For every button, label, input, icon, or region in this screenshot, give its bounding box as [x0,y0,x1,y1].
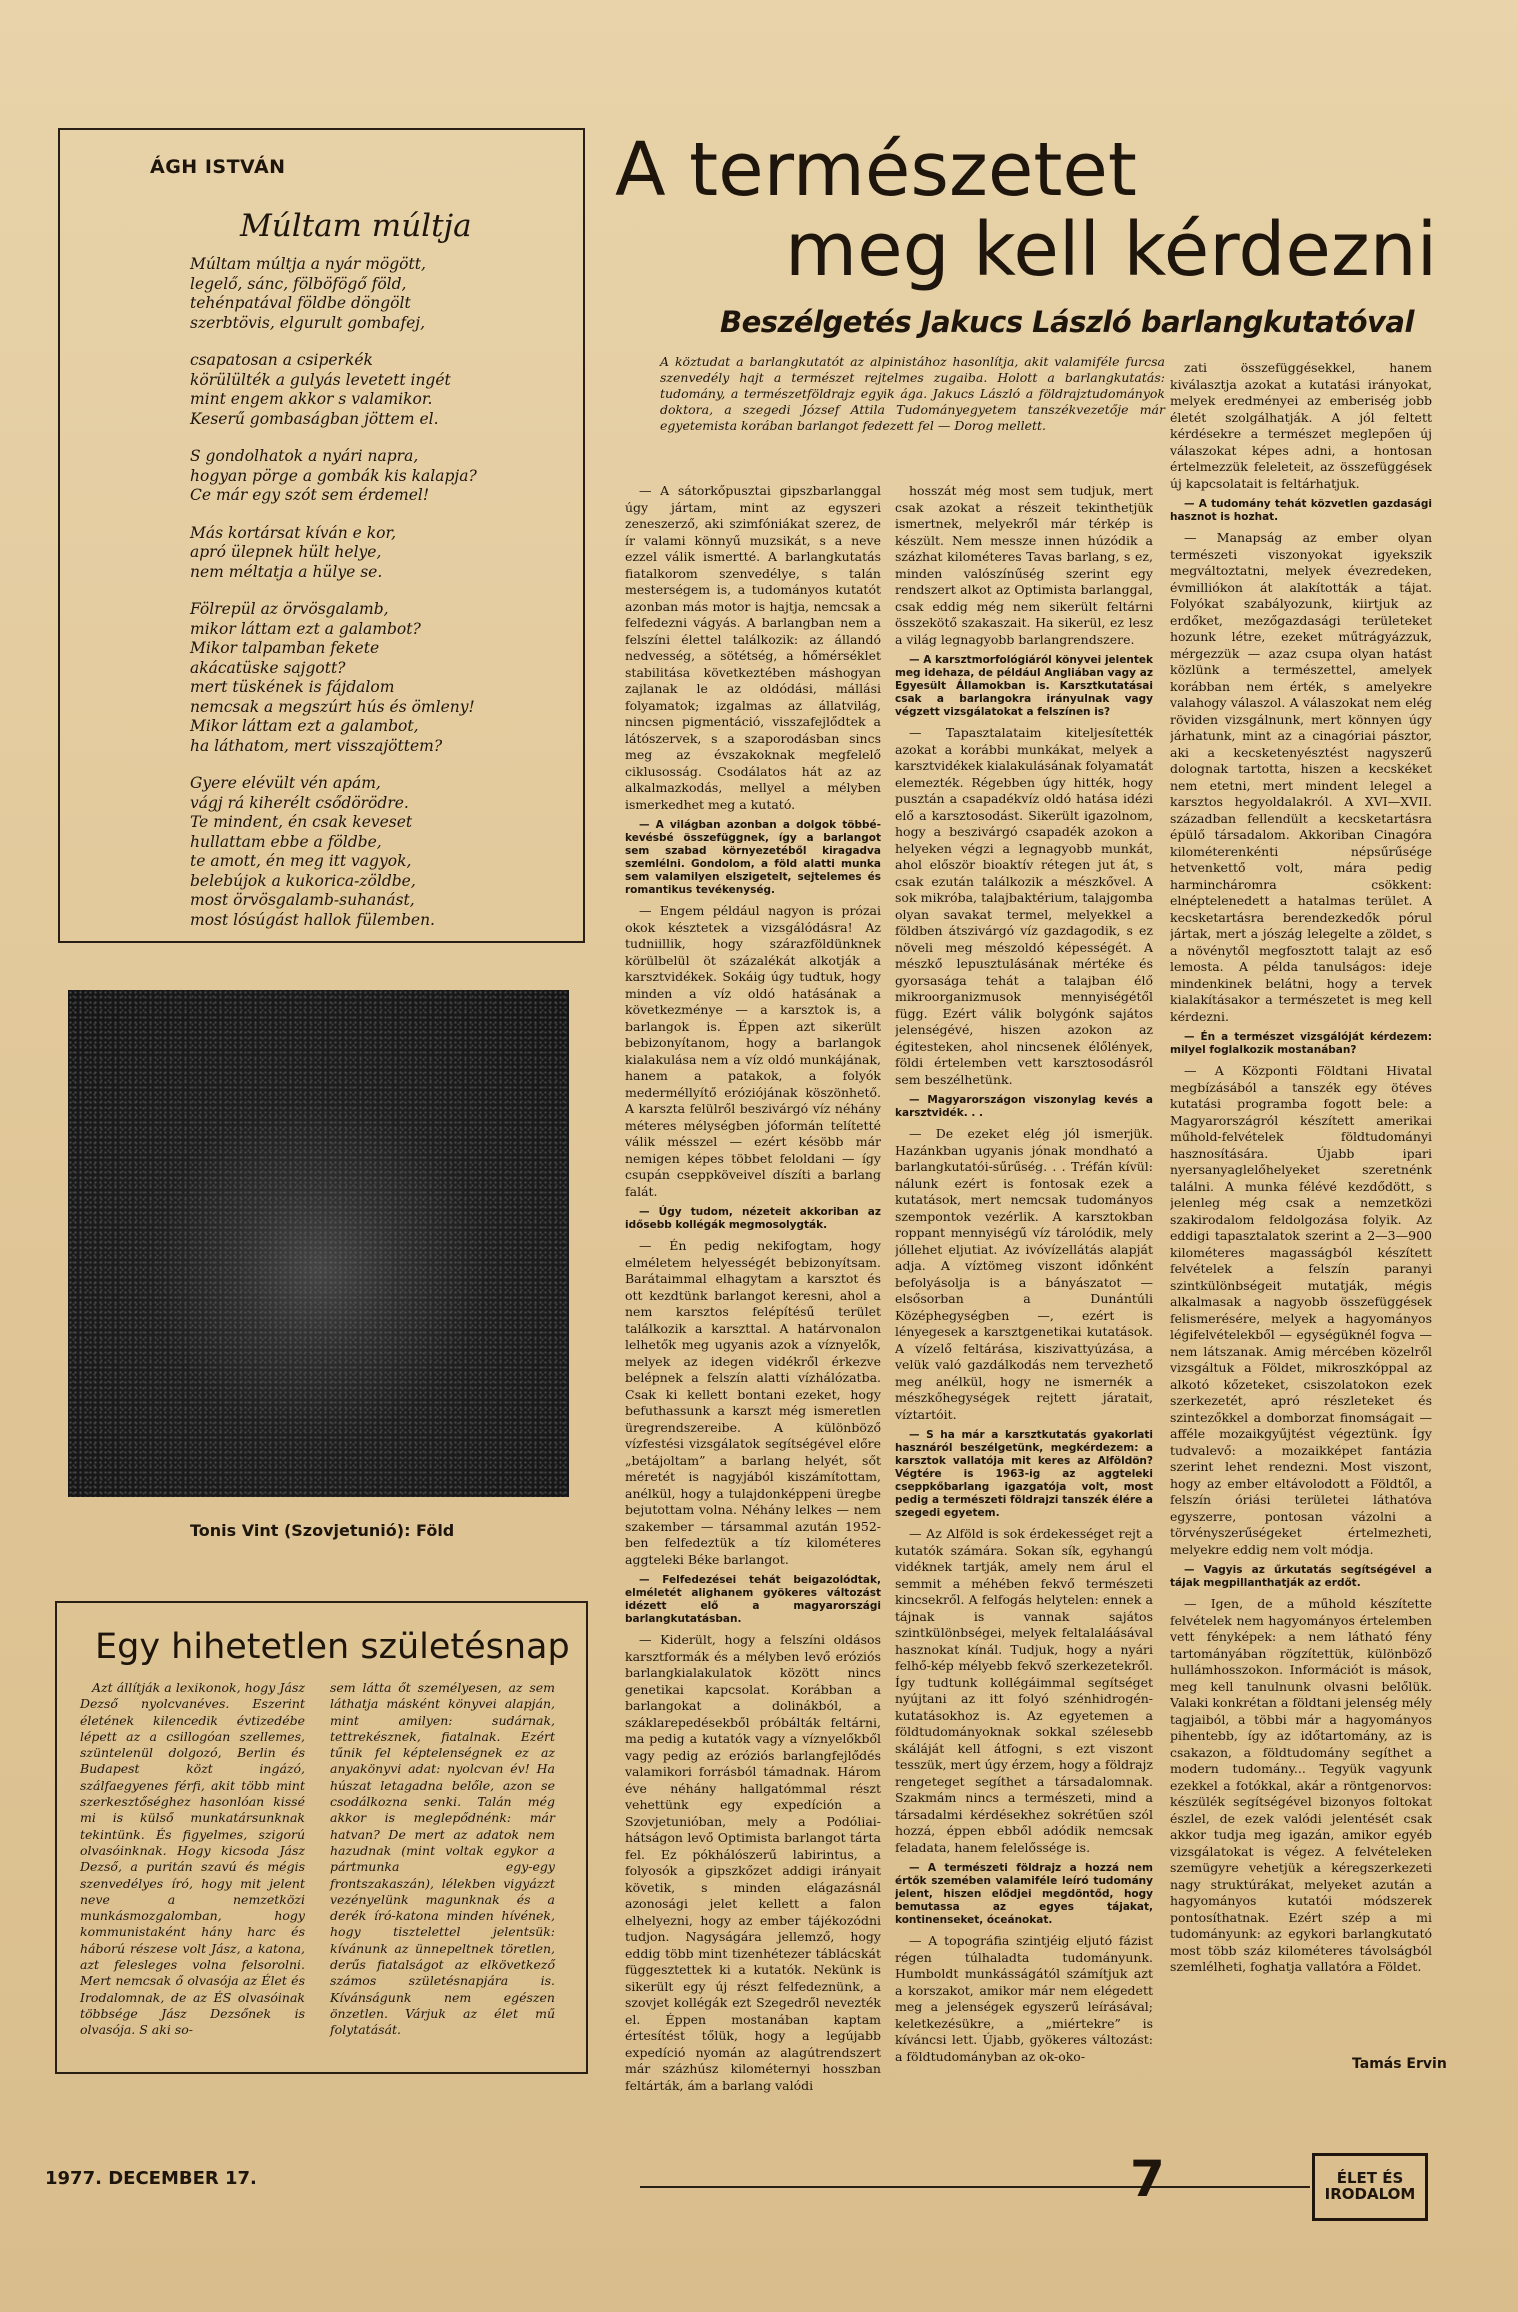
publication-logo [1312,2153,1428,2221]
poem-line: belebújok a kukorica-zöldbe, [190,871,416,890]
birthday-col-1 [80,1680,305,2039]
interview-paragraph: — A Központi Földtani Hivatal megbízásából a tanszék egy ötéves kutatási programba fogott bele: a Magyarországról készített amerikai műhold-felvételek földtudományi hasznosítására. Újabb ipari nyersanyaglelőhelyeket szeretnénk találni. A munka félévé kezdődött, s jelenleg még csak a nemzetközi szakirodalom feldolgozása folyik. Az eddigi tapasztalatok szerint a 2—3—900 kilométeres magasságból készített felvételek a felszín paranyi szintkülönbségeit mutatják, mégis alkalmasak a nagyobb összefüggések felismerésére, melyek a hagyományos légifelvételekből — egységüknél fogva — nem látszanak. Amig mércében közelről vizsgáltuk a Földet, mikroszkóppal az alkotó kőzeteket, csiszolatokon ezek szerkezetét, apró részleteket és szintezőkkel a domborzat finomságait — afféle mozaikgyűjtést végeztünk. Így tudvalevő: a mozaikképet fantázia szerint lehet rendezni. Most viszont, hogy az ember eltávolodott a Földtől, a felszín óriási területei láthatóva egyszerre, pontosan vázolni a törvényszerűségeket értelmezheti, melyekre eddig nem volt módja. [1170,1063,1432,1557]
poem-line: S gondolhatok a nyári napra, [190,447,419,465]
poem-line: Ce már egy szót sem érdemel! [190,486,430,504]
interview-question: — A természeti földrajz a hozzá nem értők szemében valamiféle leíró tudomány jelent, hiszen elődjei megdöntőd, hogy bemutassa az egyes tájakat, kontinenseket, óceánokat. [895,1862,1153,1926]
poem-stanza [190,255,570,333]
article-column-1 [625,483,881,2158]
poem-line: Mikor láttam ezt a galambot, [190,717,419,735]
interview-paragraph: — Igen, de a műhold készítette felvételek nem hagyományos értelemben vett fényképek: a nem látható fény tartományában rögzítettük, különböző hullámhosszokon. Információt is mások, meg kell tanulnunk olvasni belőlük. Valaki konkrétan a földtani jelenség mély tagjaiból, a többi már a hagyományos pihentebb, így az időtartomány, az is csakazon, a földtudomány segíthet a modern tudomány... Tegyük vagyunk ezekkel a fotókkal, akár a röntgenorvos: készülék segítségével bizonyos foltokat észlel, de ezek valódi jelentését csak akkor tudja meg igazán, amikor egyéb vizsgálatokat is végez. A felvételeken szemügyre vehetjük a kéregszerkezeti nagy struktúrákat, melyeket azután a hagyományos kutatói módszerek pontosíthatnak. Ezért szép a mi tudományunk: az egykori barlangkutató most több száz kilométeres távolságból szemlélheti, foghatja vallatóra a Földet. [1170,1596,1432,1974]
interview-question: — Magyarországon viszonylag kevés a karsztvidék. . . [895,1094,1153,1119]
interview-question: — A karsztmorfológiáról könyvei jelentek meg idehaza, de például Angliában vagy az Egyesült Államokban is. Karsztkutatásai csak a barlangokra irányulnak vagy végzett vizsgálatokat a felszínen is? [895,654,1153,718]
interview-paragraph: — Engem például nagyon is prózai okok késztetek a vizsgálódásra! Az tudniillik, hogy szárazföldünknek körülbelül öt százalékát alkotják a karsztvidékek. Sokáig úgy tudtuk, hogy minden a víz oldó hatásának a következménye — a karsztok is, a barlangok is. Éppen azt sikerült bebizonyítanom, hogy a barlangok kialakulása nem a víz oldó munkájának, hanem a patakok, a folyók mederméllyítő eróziójának köszönhető. A karszta felülről beszivárgó víz néhány méteres mélységben jóformán telítetté válik mésszel — ezért késöbb már nemigen képes többet feloldani — így csupán cseppköveivel díszíti a barlang falát. [625,903,881,1199]
poem-line: Gyere elévült vén apám, [190,774,381,792]
poem-title: Múltam múltja [240,208,472,244]
page-number: 7 [1130,2150,1165,2208]
interview-question: — Felfedezései tehát beigazolódtak, elméletét alighanem gyökeres változást idézett elő a magyarországi barlangkutatásban. [625,1574,881,1625]
poem-line: Te mindent, én csak keveset [190,813,413,831]
article-signature: Tamás Ervin [1352,2056,1447,2072]
poem-line: legelő, sánc, fölböfögő föld, [190,274,407,293]
poem-line: most lósúgást hallok fülemben. [190,910,435,929]
poem-stanza [190,351,570,429]
poem-line: mint engem akkor s valamikor. [190,390,433,408]
photo-caption: Tonis Vint (Szovjetunió): Föld [190,1521,455,1540]
poem-line: hullattam ebbe a földbe, [190,832,382,851]
birthday-text-2: sem látta őt személyesen, az sem láthatja másként könyvei alapján, mint amilyen: sudárnak, tettrekésznek, fiatalnak. Ezért tűnik fel képtelenségnek ez az anyakönyvi adat: nyolcvan év! Ha húszat letagadna belőle, azon se csodálkozna senki. Talán még akkor is meglepődnénk: már hatvan? De mert az adatok nem hazudnak (mint voltak egykor a pártmunka egy-egy frontszakaszán), lélekben vigyázzt vezényelünk magunknak és a derék író-katona minden hívének, hogy tisztelettel jelentsük: kívánunk az ünnepeltnek töretlen, derűs fiatalságot az elkövetkező számos születésnapjára is. Kívánságunk nem egészen önzetlen. Várjuk az élet mű folytatását. [330,1680,555,2038]
birthday-col-2 [330,1680,555,2039]
birthday-title: Egy hihetetlen születésnap [95,1627,570,1667]
interview-paragraph: hosszát még most sem tudjuk, mert csak azokat a részeit tekinthetjük ismertnek, melyekről már térkép is készült. Nem messze innen húzódik a százhat kilométeres Tavas barlang, s ez, minden valószínűség szerint egy rendszert alkot az Optimista barlanggal, csak eddig még nem sikerült feltárni összekötő szakaszait. Ha sikerül, ez lesz a világ legnagyobb barlangrendszere. [895,483,1153,647]
interview-paragraph: — Tapasztalataim kiteljesítették azokat a korábbi munkákat, melyek a karsztvidékek kialakulásának folyamatát elemezték. Régebben úgy hitték, hogy pusztán a csapadékvíz oldó hatása idézi elő a karsztosodást. Sikerült igazolnom, hogy a beszivárgó csapadék azokon a helyeken végzi a legnagyobb munkát, ahol először bioaktív rétegen jut át, s csak ezután találkozik a mészkővel. A sok mikróba, talajbaktérium, talajgomba olyan savakat termel, melyekkel a földben átszivárgó víz gazdagodik, s ez növeli meg mészoldó képességét. A mészkő lepusztulásának mértéke és gyorsasága tehát a talajban élő mikroorganizmusok mennyiségétől függ. Ezért válik bolygónk sajátos jelenségévé, hiszen azokon az égitesteken, ahol nincsenek élőlények, földi értelemben vett karsztosodásról sem beszélhetünk. [895,725,1153,1087]
interview-paragraph: — Kiderült, hogy a felszíni oldásos karsztformák és a mélyben levő eróziós barlangkialakulatok között nincs genetikai kapcsolat. Korábban a barlangokat a dolinákból, a száklarepedésekből próbálták feltárni, ma pedig a kutatók vagy a víznyelőkből vagy pedig az eróziós barlangfejlődés valamikori forrásból támadnak. Három éve néhány hallgatómmal részt vehettünk egy expedíción a Szovjetunióban, mely a Podóliai-hátságon levő Optimista barlangot tárta fel. Ez pókhálószerű labirintus, a folyosók a gipszkőzet addigi irányait követik, s minden elágazásnál azonosági jelet kellett a falon elhelyezni, hogy az ember tájékozódni tudjon. Nagyságára jellemző, hogy eddig több mint tizenhétezer táblácskát függesztettek ki a kutatók. Nekünk is sikerült egy új részt felfedeznünk, a szovjet kollégák ezt Szegedről nevezték el. Éppen mostanában kaptam értesítést tőlük, hogy a legújabb expedíció nyomán az alagútrendszert már százhúsz kilométernyi hosszban feltárták, ám a barlang valódi [625,1632,881,2093]
poem-stanza [190,447,570,506]
headline-line-1: A természetet [615,127,1137,213]
poem-line: ha láthatom, mert visszajöttem? [190,736,443,755]
poem-line: szerbtövis, elgurult gombafej, [190,313,426,332]
article-column-2 [895,483,1153,2158]
article-subhead: Beszélgetés Jakucs László barlangkutatóval [720,305,1414,339]
poem-line: vágj rá kiherélt csődörödre. [190,793,409,812]
poem-line: te amott, én meg itt vagyok, [190,852,412,870]
poem-line: mikor láttam ezt a galambot? [190,619,421,638]
poem-stanza [190,524,570,583]
poem-line: nem méltatja a hülye se. [190,562,383,581]
poem-line: Múltam múltja a nyár mögött, [190,255,426,273]
artwork-image [68,990,569,1497]
poem-line: nemcsak a megszúrt hús és ömleny! [190,697,475,716]
poem-stanza [190,774,570,930]
poem-line: hogyan pörge a gombák kis kalapja? [190,466,477,485]
headline-line-2: meg kell kérdezni [785,207,1438,293]
interview-paragraph: — A topográfia szintjéig eljutó fázist régen túlhaladta tudományunk. Humboldt munkásságától számítjuk azt a korszakot, amikor már nem elégedett meg a jelenségek egyszerű leírásával; keletkezésükre, a „miértekre” is kíváncsi lett. Újabb, gyökeres változást: a földtudományban az ok-oko- [895,1933,1153,2064]
interview-paragraph: — Az Alföld is sok érdekességet rejt a kutatók számára. Sokan sík, egyhangú vidéknek tartják, amely nem árul el semmit a méhében fekvő természeti kincsekről. A felfogás helytelen: ennek a tájnak is vannak sajátos szintkülönbségei, melyek feltalaláásával hasznokat kínál. Tudjuk, hogy a nyári felhő-kép mélyebb fekvő szerkezetekről. Így tudtunk kollégáimmal segítséget nyújtani az itt folyó szénhidrogén-kutatásokhoz is. Az egyetemen a földtudományoknak sokkal szélesebb skáláját kell átfogni, s ezt viszont tesszük, mert úgy érzem, hogy a földrajz rengeteget segíthet a társadalomnak. Szakmám nincs a természeti, mind a társadalmi kérdésekhez sokrétűen szól hozzá, éppen ebből adódik nemcsak feladata, hanem felelőssége is. [895,1526,1153,1855]
article-column-3 [1170,360,1432,2050]
interview-paragraph: — De ezeket elég jól ismerjük. Hazánkban ugyanis jónak mondható a barlangkutatói-sűrűség. . . Tréfán kívül: nálunk ezért is fontosak ezek a kutatások, mert nemcsak tudományos szempontok vezérlik. A karsztokban roppant mennyiségű víz tárolódik, mely jóllehet eljutiat. Az ivóvízellátás alapját adja. A víztömeg viszont időnként befolyásolja is a bányászatot — elsősorban a Dunántúli Középhegységben —, ezért is lényegesek a karsztgenetikai kutatások. A vízelő feltárása, kiszivattyúzása, a velük való gazdálkodás nem tervezhető meg anélkül, hogy ne ismernék a mészkőhegységek rejtett járatait, víztartóit. [895,1126,1153,1422]
interview-paragraph: zati összefüggésekkel, hanem kiválasztja azokat a kutatási irányokat, melyek eredményei az emberiség jobb életét szolgálhatják. A jól feltett kérdésekre a természet meglepően új válaszokat képes adni, a hontosan értelmezzük feleleteit, az összefüggések új kapcsolatait is feltárhatjuk. [1170,360,1432,491]
poem-line: Fölrepül az örvösgalamb, [190,600,389,618]
interview-paragraph: — Manapság az ember olyan természeti viszonyokat igyekszik megváltoztatni, melyek évezredeken, évmilliókon át alakították a tájat. Folyókat szabályozunk, kiirtjuk az erdőket, mezőgazdasági területeket hozunk létre, ezeket műtrágyázzuk, mérgezzük — azaz csupa olyan hatást közlünk a természettel, amelyek korábban nem érték, s amelyekre valahogy válaszol. A válaszokat nem elég röviden vizsgálnunk, mert könnyen úgy járhatunk, mint az a cinagóriai pásztor, aki a kecsketenyésztést nagyszerű dolognak tartotta, hiszen a kecskéket nem etetni, mert mindent lelegel a karsztos hegyoldalakról. A XVI—XVII. században fellendült a kecsketartásra épülő társadalom. Akkoriban Cinagóra kilométerenkénti népsűrűsége hetvenkettő volt, mára pedig harmincháromra csökkent: elnéptelenedett a hatalmas terület. A kecsketartásra berendezkedők pórul jártak, mert a jószág lelegelte a zöldet, s a növénytől megfosztott talajt az eső lemosta. A példa tanulságos: ideje mindenkinek belátni, hogy a tervek kialakításakor a természetet is meg kell kérdezni. [1170,530,1432,1024]
interview-question: — Úgy tudom, nézeteit akkoriban az idősebb kollégák megmosolygták. [625,1206,881,1231]
article-lead: A köztudat a barlangkutatót az alpinistához hasonlítja, akit valamiféle furcsa szenvedély hajt a természet rejtelmes zugaiba. Holott a barlangkutatás: tudomány, a természetföldrajz egyik ága. Jakucs László a földrajztudományok doktora, a szegedi József Attila Tudományegyetem tanszékvezetője már egyetemista korában barlangot fedezett fel — Dorog mellett. [660,354,1165,433]
logo-line-1: ÉLET ÉS [1336,2169,1404,2187]
issue-date: 1977. DECEMBER 17. [45,2168,257,2189]
interview-question: — A világban azonban a dolgok többé-kevésbé összefüggnek, így a barlangot sem szabad környezetéből kiragadva szemlélni. Gondolom, a föld alatti munka sem valamilyen elszigetelt, sejtelemes és romantikus tevékenység. [625,819,881,896]
interview-question: — Vagyis az űrkutatás segítségével a tájak megpillanthatják az erdőt. [1170,1564,1432,1589]
logo-line-2: IRODALOM [1324,2185,1416,2203]
poem-line: körülülték a gulyás levetett ingét [190,370,451,389]
poem-line: tehénpatával földbe döngölt [190,294,411,312]
poem-line: apró ülepnek hült helye, [190,543,382,561]
poem-line: csapatosan a csiperkék [190,351,373,369]
footer-rule [640,2186,1310,2188]
poem-line: Más kortársat kíván e kor, [190,523,397,542]
interview-paragraph: — Én pedig nekifogtam, hogy elméletem helyességét bebizonyítsam. Barátaimmal elhagytam a karsztot és ott kezdtünk barlangot keresni, ahol a nem karsztos felépítésű terület találkozik a karszttal. A határvonalon lelhetők meg ugyanis azok a víznyelők, melyek az idegen vidékről érkezve belépnek a felszín alatti vízhálózatba. Csak ki kellett bontani ezeket, hogy befuthassunk a karszt még ismeretlen üregrendszereibe. A különböző vízfestési vizsgálatok segítségével előre „betájoltam” a barlang helyét, sőt méretét is nagyjából kiszámítottam, anélkül, hogy a tulajdonképpeni üregbe bejutottam volna. Néhány lelkes — nem szakember — társammal azután 1952-ben felfedeztük a tíz kilométeres aggteleki Béke barlangot. [625,1238,881,1567]
poem-body [190,255,570,948]
poem-stanza [190,600,570,756]
poem-line: mert tüskének is fájdalom [190,678,395,696]
interview-question: — Én a természet vizsgálóját kérdezem: milyel foglalkozik mostanában? [1170,1031,1432,1056]
poem-line: Mikor talpamban fekete [190,639,380,657]
birthday-text-1: Azt állítják a lexikonok, hogy Jász Dezső nyolcvanéves. Eszerint életének kilencedik évtizedébe lépett az a csillogóan szellemes, szüntelenül dolgozó, Berlin és Budapest közt ingázó, szálfaegyenes férfi, akit több mint szerkesztőséghez hasonlóan kissé mi is külső munkatársunknak tekintünk. És figyelmes, szigorú olvasóinknak. Hogy kicsoda Jász Dezső, a puritán szavú és mégis szenvedélyes író, hogy mit jelent neve a nemzetközi munkásmozgalomban, hogy kommunistaként hány harc és háború részese volt Jász, a katona, azt felesleges volna felsorolni. Mert nemcsak ő olvasója az Élet és Irodalomnak, de az ÉS olvasóinak többsége Jász Dezsőnek is olvasója. S aki so- [80,1680,305,2038]
interview-question: — A tudomány tehát közvetlen gazdasági hasznot is hozhat. [1170,498,1432,523]
article-headline [615,127,1505,293]
poem-line: akácatüske sajgott? [190,658,346,677]
poem-line: Keserű gombaságban jöttem el. [190,409,439,428]
poem-line: most örvösgalamb-suhanást, [190,891,415,909]
interview-paragraph: — A sátorkőpusztai gipszbarlanggal úgy jártam, mint az egyszeri zeneszerző, aki szimfóniákat szerez, de ír valami könnyű muzsikát, s a neve ezzel válik ismertté. A barlangkutatás fiatalkorom szenvedélye, s talán mesterségem is, a tudományos kutatót azonban más motor is hajtja, nemcsak a felfedezni vágyás. A barlangban nem a felszíni élettel találkozik: az állandó nedvesség, a sötétség, a hőmérséklet stabilitása következtében máshogyan zajlanak le az oldódási, mállási folyamatok; izgalmas az állatvilág, nincsen pigmentáció, visszafejlődtek a látószervek, s a szaporodásban sincs meg az évszakoknak megfelelő ciklusosság. Csodálatos hát az az alkalmazkodás, mellyel a mélyben ismerkedhet meg a kutató. [625,483,881,812]
poem-author: ÁGH ISTVÁN [150,156,286,178]
interview-question: — S ha már a karsztkutatás gyakorlati hasznáról beszélgetünk, megkérdezem: a karsztok vallatója mit keres az Alföldön? Végtére is 1963-ig az aggteleki cseppkőbarlang igazgatója volt, most pedig a természeti földrajzi tanszék élére a szegedi egyetem. [895,1429,1153,1519]
